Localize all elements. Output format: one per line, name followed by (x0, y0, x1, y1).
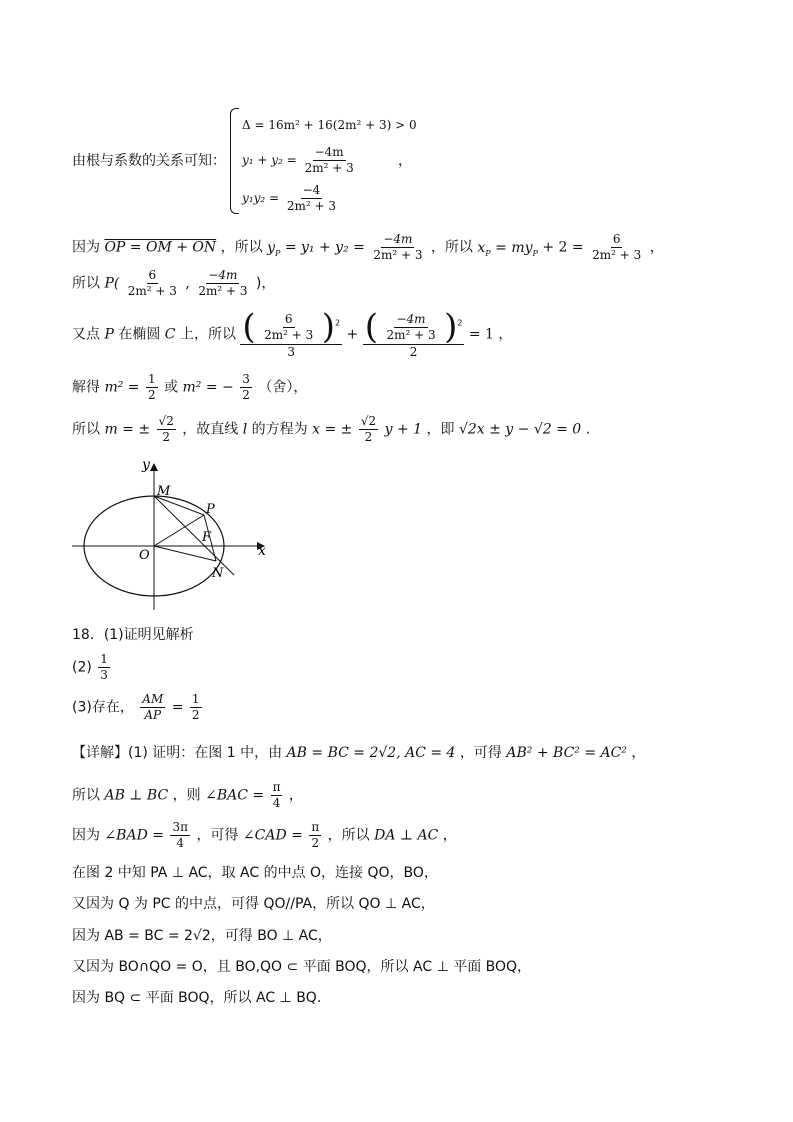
myp-sub: P (532, 248, 538, 258)
num: 1 (147, 372, 156, 386)
myp-var: = my (495, 239, 533, 256)
den: 2 (162, 430, 170, 444)
den: 2m² + 3 (127, 284, 177, 298)
point-p-line (72, 268, 275, 299)
text: 解得 (72, 379, 100, 396)
yp-var: y (267, 239, 275, 256)
label-f: F (202, 530, 212, 545)
fraction (126, 268, 179, 299)
xp-sub: P (485, 248, 491, 258)
text: (3)存在， (72, 699, 134, 716)
square: 2 (457, 318, 463, 328)
num: 3π (172, 820, 188, 834)
inner-fraction (262, 312, 315, 343)
xp-var: x (477, 239, 486, 256)
den: 2m² + 3 (592, 248, 642, 262)
text: (2) (72, 659, 92, 676)
num: 3 (242, 372, 250, 386)
detail-line-6: 因为 AB = BC = 2√2，可得 BO ⊥ AC， (72, 928, 332, 944)
equals-one: = 1 (468, 326, 494, 343)
expr: m² = − (182, 379, 234, 396)
fraction (240, 372, 252, 403)
num: AM (142, 692, 164, 706)
detail-line-3 (72, 820, 457, 851)
num: ( $\frac{-4m}{\text{2m² + 3}}$ )$^2$ (364, 307, 463, 347)
intro-line (72, 150, 226, 170)
detail-line-8: 因为 BQ ⊂ 平面 BOQ，所以 AC ⊥ BQ. (72, 990, 322, 1006)
num: 1 (100, 652, 108, 666)
text: = y₁ + y₂ = (284, 239, 365, 256)
xp (477, 240, 490, 256)
square: 2 (335, 318, 341, 328)
den: 2 (409, 345, 418, 359)
text: （舍）， (258, 379, 308, 396)
expr: AB = BC = 2√2, AC = 4 (286, 745, 456, 761)
expr: y + 1 (384, 421, 423, 438)
text: ， (442, 827, 457, 844)
text: 又点 (72, 326, 100, 343)
text: 在椭圆 (118, 326, 161, 343)
fraction (271, 780, 283, 811)
den: 4 (272, 796, 281, 810)
vector-line (72, 232, 664, 263)
point-p: P (104, 326, 114, 343)
system-sum (242, 145, 358, 176)
num: −4m (383, 232, 413, 246)
den: 4 (176, 836, 185, 850)
solve-line (72, 372, 307, 403)
text: 因为 (72, 239, 100, 256)
den: 2m² + 3 (264, 327, 314, 342)
label-x: x (258, 543, 266, 559)
line-l: l (242, 421, 248, 438)
fraction (157, 414, 176, 445)
text: ，所以 (430, 239, 473, 256)
sum-den: 2m² + 3 (304, 161, 354, 175)
detail-line-5: 又因为 Q 为 PC 的中点，可得 QO//PA，所以 QO ⊥ AC， (72, 896, 435, 912)
text: )， (255, 275, 276, 292)
intro-label: 由根与系数的关系可知： (72, 153, 226, 169)
num: 6 (284, 311, 293, 326)
num: √2 (360, 414, 377, 428)
prod-lhs: y₁y₂ = (242, 191, 280, 205)
text: ， (649, 239, 664, 256)
expr: ∠BAD = (104, 827, 164, 844)
plus: + (346, 326, 359, 343)
system-delta: Δ = 16m² + 16(2m² + 3) > 0 (242, 118, 417, 132)
label-p: P (206, 502, 215, 517)
expr: √2x ± y − √2 = 0 (458, 421, 582, 438)
system-brace (230, 108, 239, 214)
fraction (359, 414, 378, 445)
text: 上，所以 (179, 326, 236, 343)
den: 2 (311, 836, 320, 850)
expr: m² = (104, 379, 140, 396)
system-product (242, 183, 340, 214)
ellipse-figure (62, 455, 282, 615)
sum-lhs: y₁ + y₂ = (242, 153, 297, 167)
num: 6 (148, 268, 157, 282)
text: . (585, 421, 591, 438)
big-fraction-1 (240, 307, 342, 359)
num: −4m (208, 268, 238, 282)
den: 3 (100, 668, 108, 682)
ellipse-line (72, 307, 513, 359)
ellipse-c: C (164, 326, 176, 343)
text: 因为 (72, 827, 100, 844)
inner-fraction (384, 312, 437, 343)
q18-title: 18．(1)证明见解析 (72, 627, 194, 643)
text: + 2 = (542, 239, 584, 256)
text: ，故直线 (182, 421, 239, 438)
detail-line-2 (72, 780, 303, 811)
num: −4m (396, 311, 426, 326)
num: ( $\frac{6}{\text{2m² + 3}}$ )$^2$ (242, 307, 341, 347)
den: 2 (242, 388, 250, 402)
big-fraction-2 (363, 307, 465, 359)
expr: AB ⊥ BC (104, 787, 169, 804)
fraction (371, 232, 424, 263)
text: 所以 (72, 275, 100, 292)
text: ，即 (426, 421, 455, 438)
prod-den: 2m² + 3 (286, 199, 337, 213)
num: 1 (191, 692, 200, 706)
den: 2m² + 3 (373, 248, 423, 262)
fraction (590, 232, 643, 263)
comma: , (185, 275, 190, 292)
expr: m = ± (104, 421, 151, 438)
num: √2 (158, 414, 174, 428)
num: π (311, 820, 320, 834)
label-o: O (139, 548, 150, 563)
myp (495, 240, 538, 256)
line-equation (72, 414, 590, 445)
yp (267, 240, 280, 256)
expr: DA ⊥ AC (374, 827, 439, 844)
q18-part3 (72, 692, 204, 723)
num: π (272, 780, 281, 794)
fraction (190, 692, 202, 723)
sum-fraction (303, 145, 356, 176)
text: ， (498, 326, 513, 343)
fraction (170, 820, 190, 851)
den: 2 (191, 708, 200, 722)
den: AP (144, 708, 162, 722)
prod-num: −4 (302, 183, 321, 197)
den: 2 (364, 430, 373, 444)
fraction (309, 820, 321, 851)
yp-sub: P (274, 248, 281, 258)
detail-line-1 (72, 742, 645, 762)
text: ，可得 (196, 827, 239, 844)
intro-comma: ， (398, 153, 412, 169)
y-axis-arrow (150, 463, 158, 471)
equals: = (171, 699, 184, 716)
text: 【详解】(1) 证明：在图 1 中，由 (72, 745, 283, 761)
fraction (98, 652, 110, 683)
expr: ∠BAC = (205, 787, 265, 804)
segment-op (154, 515, 204, 546)
den: 2m² + 3 (198, 284, 248, 298)
detail-line-4: 在图 2 中知 PA ⊥ AC，取 AC 的中点 O，连接 QO，BO， (72, 865, 438, 881)
text: ，可得 (459, 745, 502, 761)
expr: ∠CAD = (242, 827, 303, 844)
prod-fraction (285, 183, 338, 214)
detail-line-7: 又因为 BO∩QO = O，且 BO,QO ⊂ 平面 BOQ，所以 AC ⊥ 平面 BOQ， (72, 959, 532, 975)
fraction (140, 692, 165, 723)
label-n: N (212, 566, 224, 581)
fraction (146, 372, 158, 403)
sum-num: −4m (314, 145, 344, 159)
text: 的方程为 (251, 421, 308, 438)
point-p: P( (104, 275, 120, 292)
q18-part2 (72, 652, 112, 683)
expr: x = ± (312, 421, 353, 438)
text: ，则 (172, 787, 201, 804)
den: 3 (287, 345, 296, 359)
num: 6 (612, 232, 621, 246)
text: ， (288, 787, 303, 804)
den: 2 (147, 388, 156, 402)
den: 2m² + 3 (386, 327, 436, 342)
text: ， (631, 745, 646, 761)
expr: AB² + BC² = AC² (506, 745, 627, 761)
fraction (196, 268, 249, 299)
text: ，所以 (327, 827, 370, 844)
label-m: M (157, 484, 171, 499)
text: 所以 (72, 421, 100, 438)
text: 或 (164, 379, 179, 396)
text: ，所以 (220, 239, 263, 256)
label-y: y (142, 457, 150, 473)
vector-sum: OP = OM + ON (104, 239, 217, 256)
text: 所以 (72, 787, 100, 804)
